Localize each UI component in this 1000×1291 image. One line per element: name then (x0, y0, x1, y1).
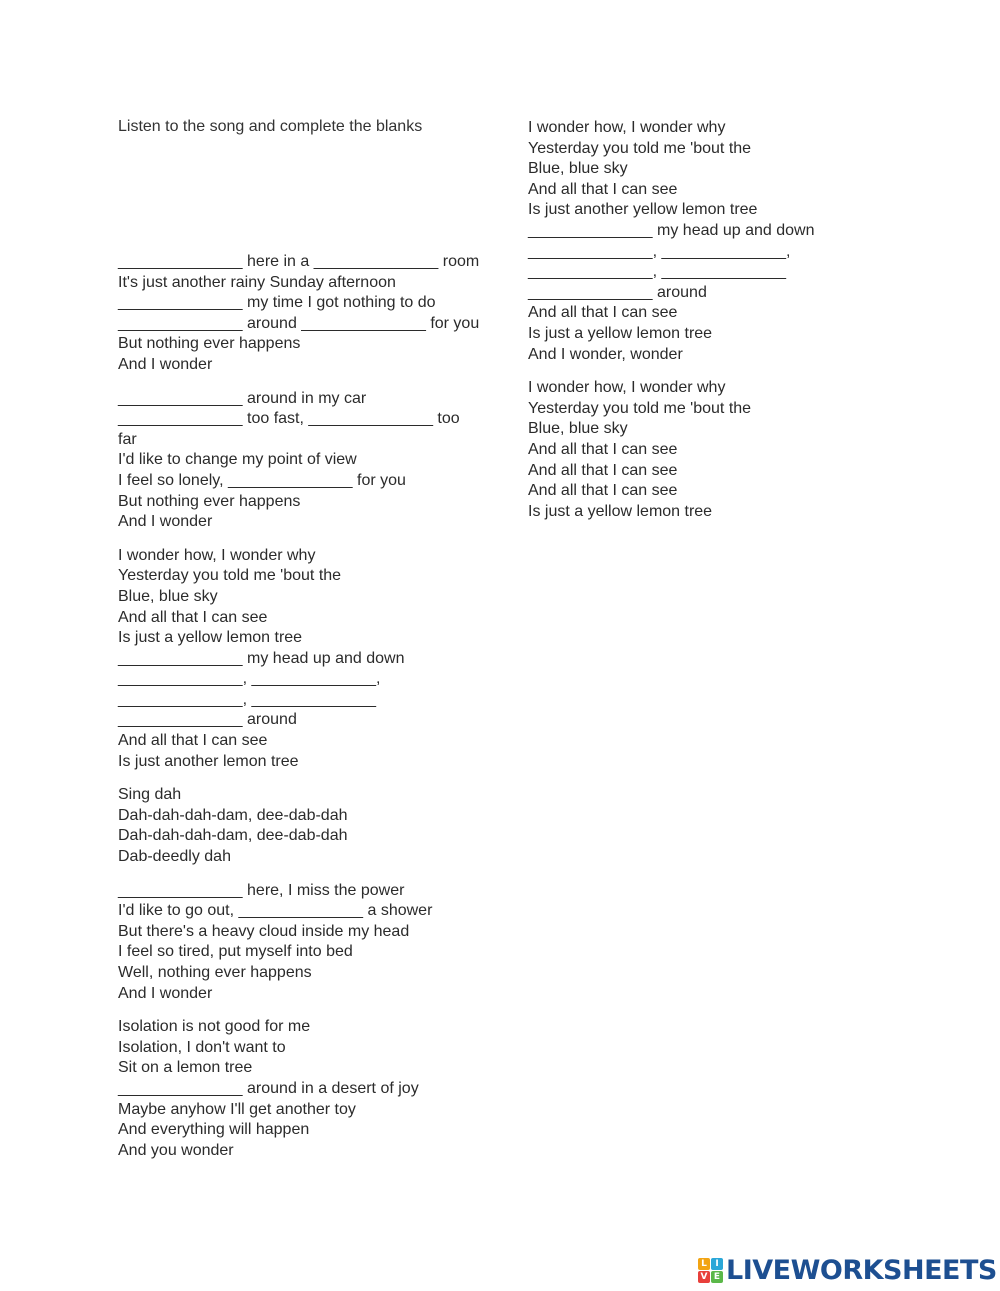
lyric-line: Is just another yellow lemon tree (528, 201, 758, 219)
lyric-line: Is just a yellow lemon tree (118, 629, 303, 647)
lyric-line: Blue, blue sky (528, 420, 628, 438)
lyric-line: And I wonder (118, 984, 213, 1002)
lyric-line: And all that I can see (528, 461, 678, 479)
brand-mark-icon (698, 1258, 723, 1283)
lyric-line: ______________, ______________ (528, 263, 787, 281)
lyric-line: ______________ my head up and down (528, 221, 815, 239)
lyric-line: Sing dah (118, 786, 182, 804)
lyric-line: I wonder how, I wonder why (528, 119, 726, 136)
lyric-line: Sit on a lemon tree (118, 1059, 253, 1077)
lyric-line: And I wonder (118, 355, 213, 373)
lyric-line: ______________, ______________, (528, 242, 791, 260)
lyric-line: Yesterday you told me 'bout the (528, 139, 752, 157)
lyric-line: Dab-deedly dah (118, 848, 231, 866)
liveworksheets-logo (698, 1254, 997, 1286)
stanza (528, 118, 828, 365)
lyric-line: Dah-dah-dah-dam, dee-dab-dah (118, 827, 348, 845)
lyric-line: I'd like to go out, ______________ a shower (118, 902, 433, 920)
lyric-line: And I wonder, wonder (528, 345, 683, 363)
lyric-line: And all that I can see (528, 482, 678, 500)
stanza (528, 378, 828, 522)
brand-mark-tile: I (711, 1258, 723, 1270)
lyric-line: Is just a yellow lemon tree (528, 324, 713, 342)
lyric-line: Dah-dah-dah-dam, dee-dab-dah (118, 806, 348, 824)
lyric-line: Is just a yellow lemon tree (528, 502, 713, 520)
lyrics-left-column (118, 252, 488, 1174)
lyric-line: ______________ around in a desert of joy (118, 1079, 419, 1097)
lyric-line: And all that I can see (118, 608, 268, 626)
lyric-line: It's just another rainy Sunday afternoon (118, 273, 396, 291)
stanza (118, 546, 488, 773)
lyric-line: And everything will happen (118, 1121, 310, 1139)
stanza (118, 1017, 488, 1161)
lyric-line: ______________ around in my car (118, 389, 367, 407)
lyric-line: But nothing ever happens (118, 492, 301, 510)
lyric-line: I wonder how, I wonder why (118, 546, 316, 564)
lyric-line: Blue, blue sky (118, 587, 218, 605)
brand-name: LIVEWORKSHEETS (726, 1254, 997, 1286)
lyric-line: I wonder how, I wonder why (528, 379, 726, 397)
lyric-line: But nothing ever happens (118, 335, 301, 353)
lyric-line: ______________ here in a ______________ room (118, 253, 480, 270)
lyric-line: ______________ my time I got nothing to do (118, 294, 436, 312)
lyric-line: ______________ around ______________ for you (118, 314, 480, 332)
lyric-line: And all that I can see (528, 180, 678, 198)
brand-mark-tile: V (698, 1271, 710, 1283)
lyric-line: ______________ my head up and down (118, 649, 405, 667)
stanza (118, 252, 488, 376)
lyric-line: ______________ around (528, 283, 707, 301)
lyric-line: Is just another lemon tree (118, 752, 299, 770)
brand-mark-tile: E (711, 1271, 723, 1283)
stanza (118, 389, 488, 533)
lyric-line: far (118, 430, 137, 448)
lyric-line: Isolation is not good for me (118, 1018, 311, 1036)
lyric-line: Maybe anyhow I'll get another toy (118, 1100, 356, 1118)
lyric-line: I feel so tired, put myself into bed (118, 943, 353, 961)
lyric-line: ______________ here, I miss the power (118, 881, 405, 899)
lyric-line: Isolation, I don't want to (118, 1038, 286, 1056)
lyric-line: ______________, ______________, (118, 670, 381, 688)
lyric-line: ______________ too fast, ______________ too (118, 410, 460, 428)
lyric-line: And I wonder (118, 513, 213, 531)
lyric-line: And all that I can see (528, 304, 678, 322)
lyric-line: Well, nothing ever happens (118, 964, 312, 981)
lyrics-right-column (528, 118, 828, 535)
instruction-text: Listen to the song and complete the blanks (118, 118, 423, 135)
lyric-line: And you wonder (118, 1141, 234, 1159)
lyric-line: ______________ around (118, 711, 297, 729)
lyric-line: And all that I can see (528, 440, 678, 458)
brand-mark-tile: L (698, 1258, 710, 1270)
lyric-line: Yesterday you told me 'bout the (528, 399, 752, 417)
lyric-line: But there's a heavy cloud inside my head (118, 922, 410, 940)
stanza (118, 785, 488, 867)
lyric-line: I'd like to change my point of view (118, 451, 357, 469)
lyric-line: ______________, ______________ (118, 690, 377, 708)
stanza (118, 881, 488, 1005)
lyric-line: Yesterday you told me 'bout the (118, 567, 342, 585)
lyric-line: Blue, blue sky (528, 160, 628, 178)
lyric-line: I feel so lonely, ______________ for you (118, 471, 406, 489)
lyric-line: And all that I can see (118, 732, 268, 750)
